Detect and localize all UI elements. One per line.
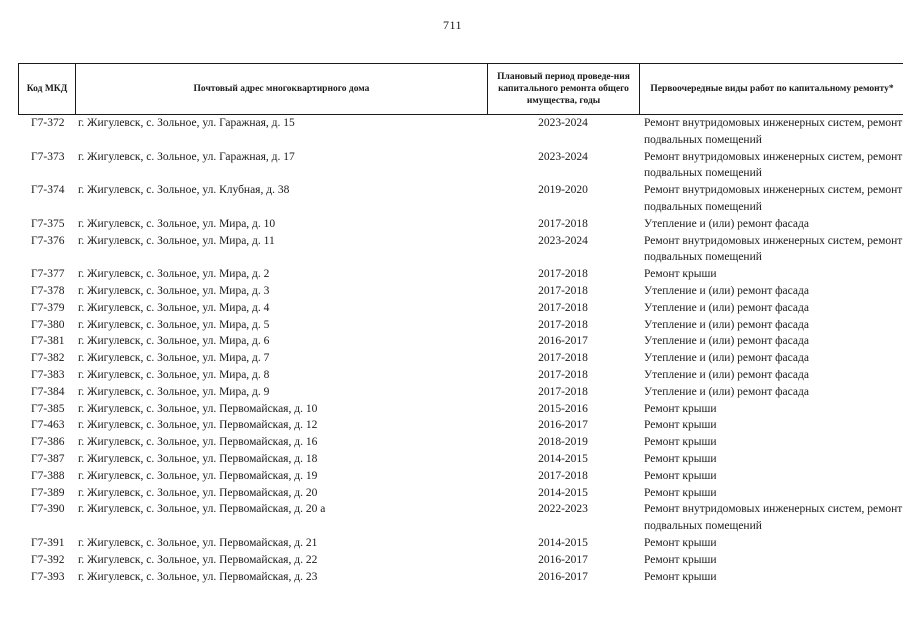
row-period: 2014-2015 <box>538 486 588 499</box>
row-code: Г7-379 <box>31 301 65 314</box>
row-code: Г7-391 <box>31 536 65 549</box>
row-period: 2022-2023 <box>538 503 588 516</box>
row-period: 2016-2017 <box>538 553 588 566</box>
row-code: Г7-373 <box>31 150 65 163</box>
row-address: г. Жигулевск, с. Зольное, ул. Клубная, д. 38 <box>78 184 290 197</box>
row-period: 2016-2017 <box>538 335 588 348</box>
row-code: Г7-381 <box>31 335 65 348</box>
row-period: 2014-2015 <box>538 536 588 549</box>
row-works: Ремонт крыши <box>644 436 717 449</box>
row-address: г. Жигулевск, с. Зольное, ул. Мира, д. 3 <box>78 284 270 297</box>
row-period: 2023-2024 <box>538 117 588 129</box>
row-works: Утепление и (или) ремонт фасада <box>644 301 809 314</box>
table-header <box>18 63 903 115</box>
row-period: 2019-2020 <box>538 184 588 197</box>
row-works: Ремонт внутридомовых инженерных систем, ремонт подвальных помещений <box>644 150 903 180</box>
row-works: Ремонт крыши <box>644 402 717 415</box>
row-period: 2017-2018 <box>538 318 588 331</box>
row-works: Утепление и (или) ремонт фасада <box>644 368 809 381</box>
row-code: Г7-375 <box>31 217 65 230</box>
row-address: г. Жигулевск, с. Зольное, ул. Мира, д. 4 <box>78 301 270 314</box>
table-row <box>18 485 903 502</box>
table-row <box>18 468 903 485</box>
row-period: 2017-2018 <box>538 385 588 398</box>
row-code: Г7-463 <box>31 419 65 432</box>
row-code: Г7-376 <box>31 234 65 247</box>
row-period: 2017-2018 <box>538 268 588 281</box>
row-address: г. Жигулевск, с. Зольное, ул. Первомайская, д. 16 <box>78 436 318 449</box>
row-period: 2017-2018 <box>538 217 588 230</box>
row-address: г. Жигулевск, с. Зольное, ул. Мира, д. 6 <box>78 335 270 348</box>
table-row <box>18 317 903 334</box>
table-row <box>18 367 903 384</box>
row-works: Ремонт крыши <box>644 469 717 482</box>
row-address: г. Жигулевск, с. Зольное, ул. Мира, д. 10 <box>78 217 276 230</box>
housing-repair-table <box>18 63 903 585</box>
table-row <box>18 115 903 149</box>
row-code: Г7-378 <box>31 284 65 297</box>
table-row <box>18 384 903 401</box>
row-period: 2016-2017 <box>538 419 588 432</box>
row-code: Г7-374 <box>31 184 65 197</box>
row-address: г. Жигулевск, с. Зольное, ул. Первомайская, д. 12 <box>78 419 318 432</box>
row-works: Ремонт крыши <box>644 452 717 465</box>
row-code: Г7-385 <box>31 402 65 415</box>
header-code: Код МКД <box>19 64 76 114</box>
row-address: г. Жигулевск, с. Зольное, ул. Мира, д. 2 <box>78 268 270 281</box>
row-works: Утепление и (или) ремонт фасада <box>644 385 809 398</box>
table-row <box>18 182 903 216</box>
row-code: Г7-392 <box>31 553 65 566</box>
header-address: Почтовый адрес многоквартирного дома <box>76 64 488 114</box>
row-code: Г7-388 <box>31 469 65 482</box>
row-works: Ремонт крыши <box>644 536 717 549</box>
row-works: Ремонт крыши <box>644 419 717 432</box>
row-works: Утепление и (или) ремонт фасада <box>644 318 809 331</box>
header-period: Плановый период проведе-ния капитального ремонта общего имущества, годы <box>488 64 640 114</box>
row-works: Ремонт внутридомовых инженерных систем, ремонт подвальных помещений <box>644 234 903 264</box>
table-row <box>18 350 903 367</box>
row-address: г. Жигулевск, с. Зольное, ул. Первомайская, д. 18 <box>78 452 318 465</box>
row-code: Г7-382 <box>31 352 65 365</box>
row-address: г. Жигулевск, с. Зольное, ул. Гаражная, д. 17 <box>78 150 295 163</box>
table-row <box>18 535 903 552</box>
row-code: Г7-380 <box>31 318 65 331</box>
row-works: Утепление и (или) ремонт фасада <box>644 284 809 297</box>
table-row <box>18 233 903 267</box>
row-code: Г7-387 <box>31 452 65 465</box>
header-works: Первоочередные виды работ по капитальному ремонту* <box>650 84 894 94</box>
row-period: 2018-2019 <box>538 436 588 449</box>
row-period: 2017-2018 <box>538 301 588 314</box>
table-row <box>18 149 903 183</box>
row-code: Г7-377 <box>31 268 65 281</box>
table-row <box>18 216 903 233</box>
table-row <box>18 552 903 569</box>
table-row <box>18 451 903 468</box>
table-row <box>18 333 903 350</box>
row-works: Утепление и (или) ремонт фасада <box>644 352 809 365</box>
row-address: г. Жигулевск, с. Зольное, ул. Первомайская, д. 23 <box>78 570 318 583</box>
row-code: Г7-372 <box>31 117 65 129</box>
row-address: г. Жигулевск, с. Зольное, ул. Первомайская, д. 10 <box>78 402 318 415</box>
row-period: 2014-2015 <box>538 452 588 465</box>
row-address: г. Жигулевск, с. Зольное, ул. Первомайская, д. 19 <box>78 469 318 482</box>
row-works: Ремонт крыши <box>644 553 717 566</box>
row-code: Г7-386 <box>31 436 65 449</box>
row-works: Ремонт внутридомовых инженерных систем, ремонт подвальных помещений <box>644 184 903 213</box>
row-works: Ремонт крыши <box>644 486 717 499</box>
table-row <box>18 417 903 434</box>
row-period: 2016-2017 <box>538 570 588 583</box>
row-period: 2017-2018 <box>538 352 588 365</box>
row-code: Г7-389 <box>31 486 65 499</box>
row-code: Г7-393 <box>31 570 65 583</box>
row-address: г. Жигулевск, с. Зольное, ул. Мира, д. 8 <box>78 368 270 381</box>
row-code: Г7-383 <box>31 368 65 381</box>
table-body <box>18 115 903 585</box>
table-row <box>18 501 903 535</box>
row-address: г. Жигулевск, с. Зольное, ул. Гаражная, д. 15 <box>78 117 295 129</box>
row-period: 2023-2024 <box>538 234 588 247</box>
row-address: г. Жигулевск, с. Зольное, ул. Мира, д. 5 <box>78 318 270 331</box>
page-number: 711 <box>442 18 463 32</box>
row-period: 2017-2018 <box>538 469 588 482</box>
row-code: Г7-384 <box>31 385 65 398</box>
row-works: Ремонт внутридомовых инженерных систем, ремонт подвальных помещений <box>644 503 903 533</box>
row-address: г. Жигулевск, с. Зольное, ул. Мира, д. 9 <box>78 385 270 398</box>
row-period: 2023-2024 <box>538 150 588 163</box>
row-address: г. Жигулевск, с. Зольное, ул. Первомайская, д. 20 <box>78 486 318 499</box>
table-row <box>18 401 903 418</box>
table-row <box>18 569 903 586</box>
row-period: 2017-2018 <box>538 284 588 297</box>
table-row <box>18 434 903 451</box>
table-row <box>18 283 903 300</box>
row-code: Г7-390 <box>31 503 65 516</box>
row-address: г. Жигулевск, с. Зольное, ул. Первомайская, д. 22 <box>78 553 318 566</box>
row-works: Утепление и (или) ремонт фасада <box>644 335 809 348</box>
row-period: 2017-2018 <box>538 368 588 381</box>
row-period: 2015-2016 <box>538 402 588 415</box>
table-row <box>18 300 903 317</box>
row-address: г. Жигулевск, с. Зольное, ул. Мира, д. 7 <box>78 352 270 365</box>
row-works: Ремонт крыши <box>644 268 717 281</box>
row-address: г. Жигулевск, с. Зольное, ул. Первомайская, д. 20 а <box>78 503 326 516</box>
row-works: Утепление и (или) ремонт фасада <box>644 217 809 230</box>
table-row <box>18 266 903 283</box>
row-works: Ремонт крыши <box>644 570 717 583</box>
row-address: г. Жигулевск, с. Зольное, ул. Первомайская, д. 21 <box>78 536 318 549</box>
row-works: Ремонт внутридомовых инженерных систем, ремонт подвальных помещений <box>644 117 903 146</box>
row-address: г. Жигулевск, с. Зольное, ул. Мира, д. 11 <box>78 234 275 247</box>
